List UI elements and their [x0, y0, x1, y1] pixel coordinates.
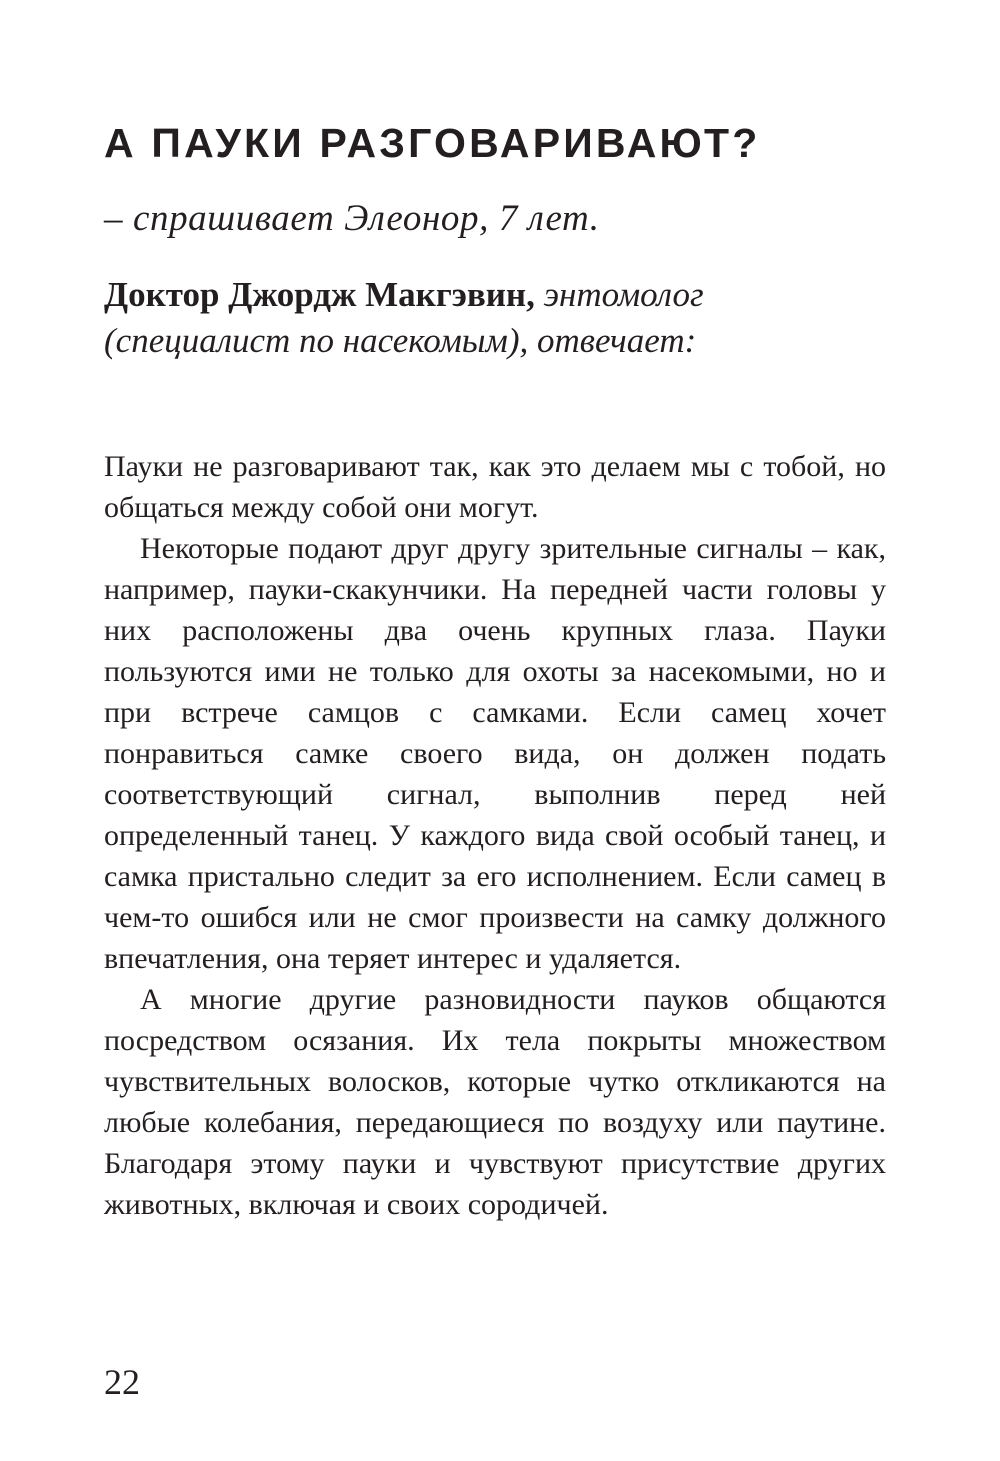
page-number: 22 [104, 1362, 140, 1402]
answerer-line [104, 272, 886, 364]
paragraph-1: Пауки не разговаривают так, как это делаем мы с тобой, но общаться между собой они могут. [104, 450, 886, 524]
paragraph-2: Некоторые подают друг другу зрительные сигналы – как, например, пауки-скакунчики. На передней части головы у них расположены два очень крупных глаза. Пауки пользуются ими не только для охоты за насекомыми, но и при встрече самцов с самками. Если самец хочет понравиться самке своего вида, он должен подать соответствующий сигнал, выполнив перед ней определенный танец. У каждого вида свой особый танец, и самка пристально следит за его исполнением. Если самец в чем-то ошибся или не смог произвести на самку должного впечатления, она теряет интерес и удаляется. [104, 532, 886, 975]
book-page [104, 0, 886, 1461]
chapter-heading: А ПАУКИ РАЗГОВАРИВАЮТ? [104, 120, 761, 166]
paragraph-3: А многие другие разновидности пауков общаются посредством осязания. Их тела покрыты множеством чувствительных волосков, которые чутко откликаются на любые колебания, передающиеся по воздуху или паутине. Благодаря этому пауки и чувствуют присутствие других животных, включая и своих сородичей. [104, 983, 886, 1221]
answerer-role: энтомолог (специалист по насекомым), отвечает: [104, 275, 704, 360]
answer-text [104, 446, 886, 1225]
question-attribution: – спрашивает Элеонор, 7 лет. [104, 198, 600, 239]
answerer-name: Доктор Джордж Макгэвин, [104, 275, 535, 314]
